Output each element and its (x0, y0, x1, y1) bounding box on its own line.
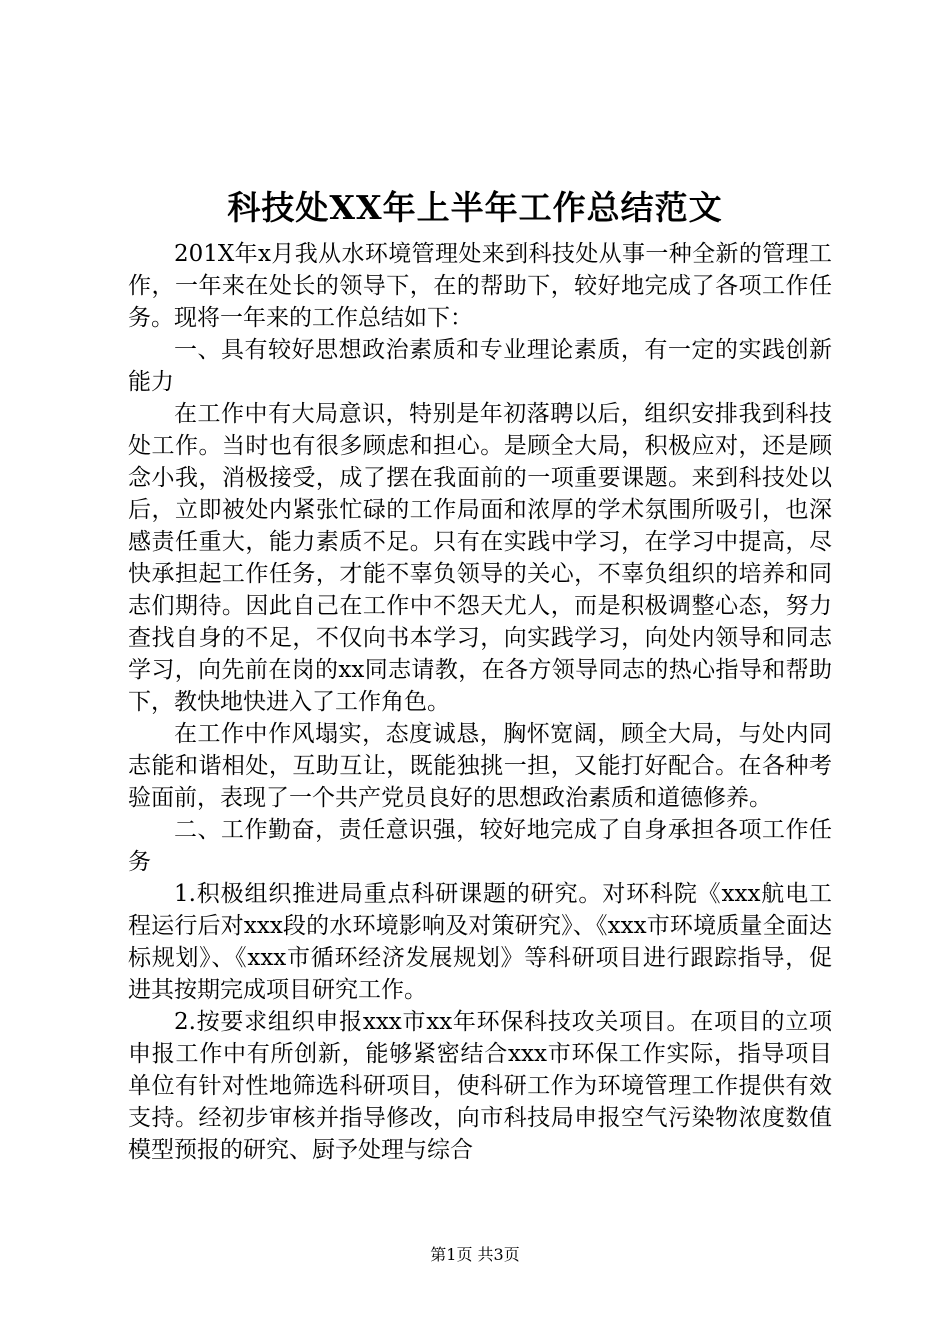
paragraph-intro: 201X年x月我从水环境管理处来到科技处从事一种全新的管理工作，一年来在处长的领导下，在的帮助下，较好地完成了各项工作任务。现将一年来的工作总结如下： (128, 241, 832, 331)
paragraph-work-style: 在工作中作风塌实，态度诚恳，胸怀宽阔，顾全大局，与处内同志能和谐相处，互助互让，既能独挑一担，又能打好配合。在各种考验面前，表现了一个共产党员良好的思想政治素质和道德修养。 (128, 721, 832, 811)
section-heading-2: 二、工作勤奋，责任意识强，较好地完成了自身承担各项工作任务 (128, 817, 832, 875)
document-body (128, 238, 832, 1166)
page-footer: 第1页 共3页 (430, 1245, 520, 1264)
paragraph-work-attitude: 在工作中有大局意识，特别是年初落聘以后，组织安排我到科技处工作。当时也有很多顾虑和担心。是顾全大局，积极应对，还是顾念小我，消极接受，成了摆在我面前的一项重要课题。来到科技处以后，立即被处内紧张忙碌的工作局面和浓厚的学术氛围所吸引，也深感责任重大，能力素质不足。只有在实践中学习，在学习中提高，尽快承担起工作任务，才能不辜负领导的关心，不辜负组织的培养和同志们期待。因此自己在工作中不怨天尤人，而是积极调整心态，努力查找自身的不足，不仅向书本学习，向实践学习，向处内领导和同志学习，向先前在岗的xx同志请教，在各方领导同志的热心指导和帮助下，教快地快进入了工作角色。 (128, 401, 832, 715)
section-heading-1: 一、具有较好思想政治素质和专业理论素质，有一定的实践创新能力 (128, 337, 832, 395)
list-item-1: 1.积极组织推进局重点科研课题的研究。对环科院《xxx航电工程运行后对xxx段的水环境影响及对策研究》、《xxx市环境质量全面达标规划》、《xxx市循环经济发展规划》等科研项目进行跟踪指导，促进其按期完成项目研究工作。 (128, 881, 832, 1003)
document-title: 科技处XX年上半年工作总结范文 (227, 188, 723, 227)
list-item-2: 2.按要求组织申报xxx市xx年环保科技攻关项目。在项目的立项申报工作中有所创新，能够紧密结合xxx市环保工作实际，指导项目单位有针对性地筛选科研项目，使科研工作为环境管理工作提供有效支持。经初步审核并指导修改，向市科技局申报空气污染物浓度数值模型预报的研究、厨予处理与综合 (128, 1009, 832, 1163)
